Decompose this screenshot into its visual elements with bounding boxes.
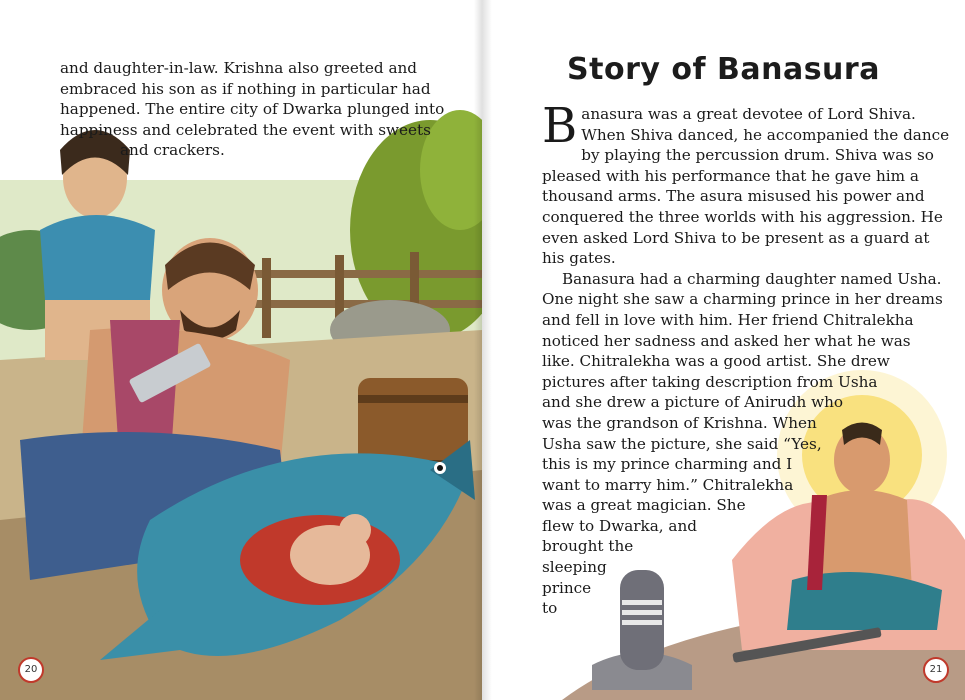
left-line: happiness and celebrated the event with sweets [60,120,431,139]
story-line: prince [542,578,592,597]
story-line: thousand arms. The asura misused his power and [542,187,925,206]
left-line: and crackers. [120,141,225,160]
right-page [482,0,965,700]
story-line: pictures after taking description from Usha [542,372,878,391]
left-line: and daughter-in-law. Krishna also greeted and [60,59,418,77]
story-line: When Shiva danced, he accompanied the dance [581,125,950,144]
story-line: to [542,599,558,618]
story-line: and she drew a picture of Anirudh who [542,393,843,412]
story-line: by playing the percussion drum. Shiva was so [581,146,934,165]
story-line: brought the [542,537,634,556]
story-line: was a great magician. She [542,496,746,515]
page-title: Story of Banasura [567,52,880,87]
page-number-left: 20 [18,657,44,683]
left-paragraph [60,58,460,161]
story-line: noticed her sadness and asked her what he was [542,331,911,350]
story-line: anasura was a great devotee of Lord Shiva. [581,105,916,123]
story-line: want to marry him.” Chitralekha [542,475,794,494]
page-number-right: 21 [923,657,949,683]
story-line: flew to Dwarka, and [542,516,697,535]
story-line: was the grandson of Krishna. When [542,413,817,432]
story-line: One night she saw a charming prince in her dreams [542,290,943,309]
story-line: and fell in love with him. Her friend Chitralekha [542,310,914,329]
story-line: pleased with his performance that he gave him a [542,166,919,185]
story-line: conquered the three worlds with his aggression. He [542,207,943,226]
story-line: Banasura had a charming daughter named Usha. [562,269,942,288]
story-line: even asked Lord Shiva to be present as a guard at [542,228,930,247]
story-line: sleeping [542,558,607,577]
story-line: his gates. [542,249,616,268]
drop-cap: B [542,98,578,154]
left-line: embraced his son as if nothing in particular had [60,79,431,98]
story-line: like. Chitralekha was a good artist. She drew [542,352,890,371]
story-line: this is my prince charming and I [542,455,793,474]
left-line: happened. The entire city of Dwarka plunged into [60,100,445,119]
left-page [0,0,482,700]
story-line: Usha saw the picture, she said “Yes, [542,434,822,453]
story-text [542,98,950,619]
